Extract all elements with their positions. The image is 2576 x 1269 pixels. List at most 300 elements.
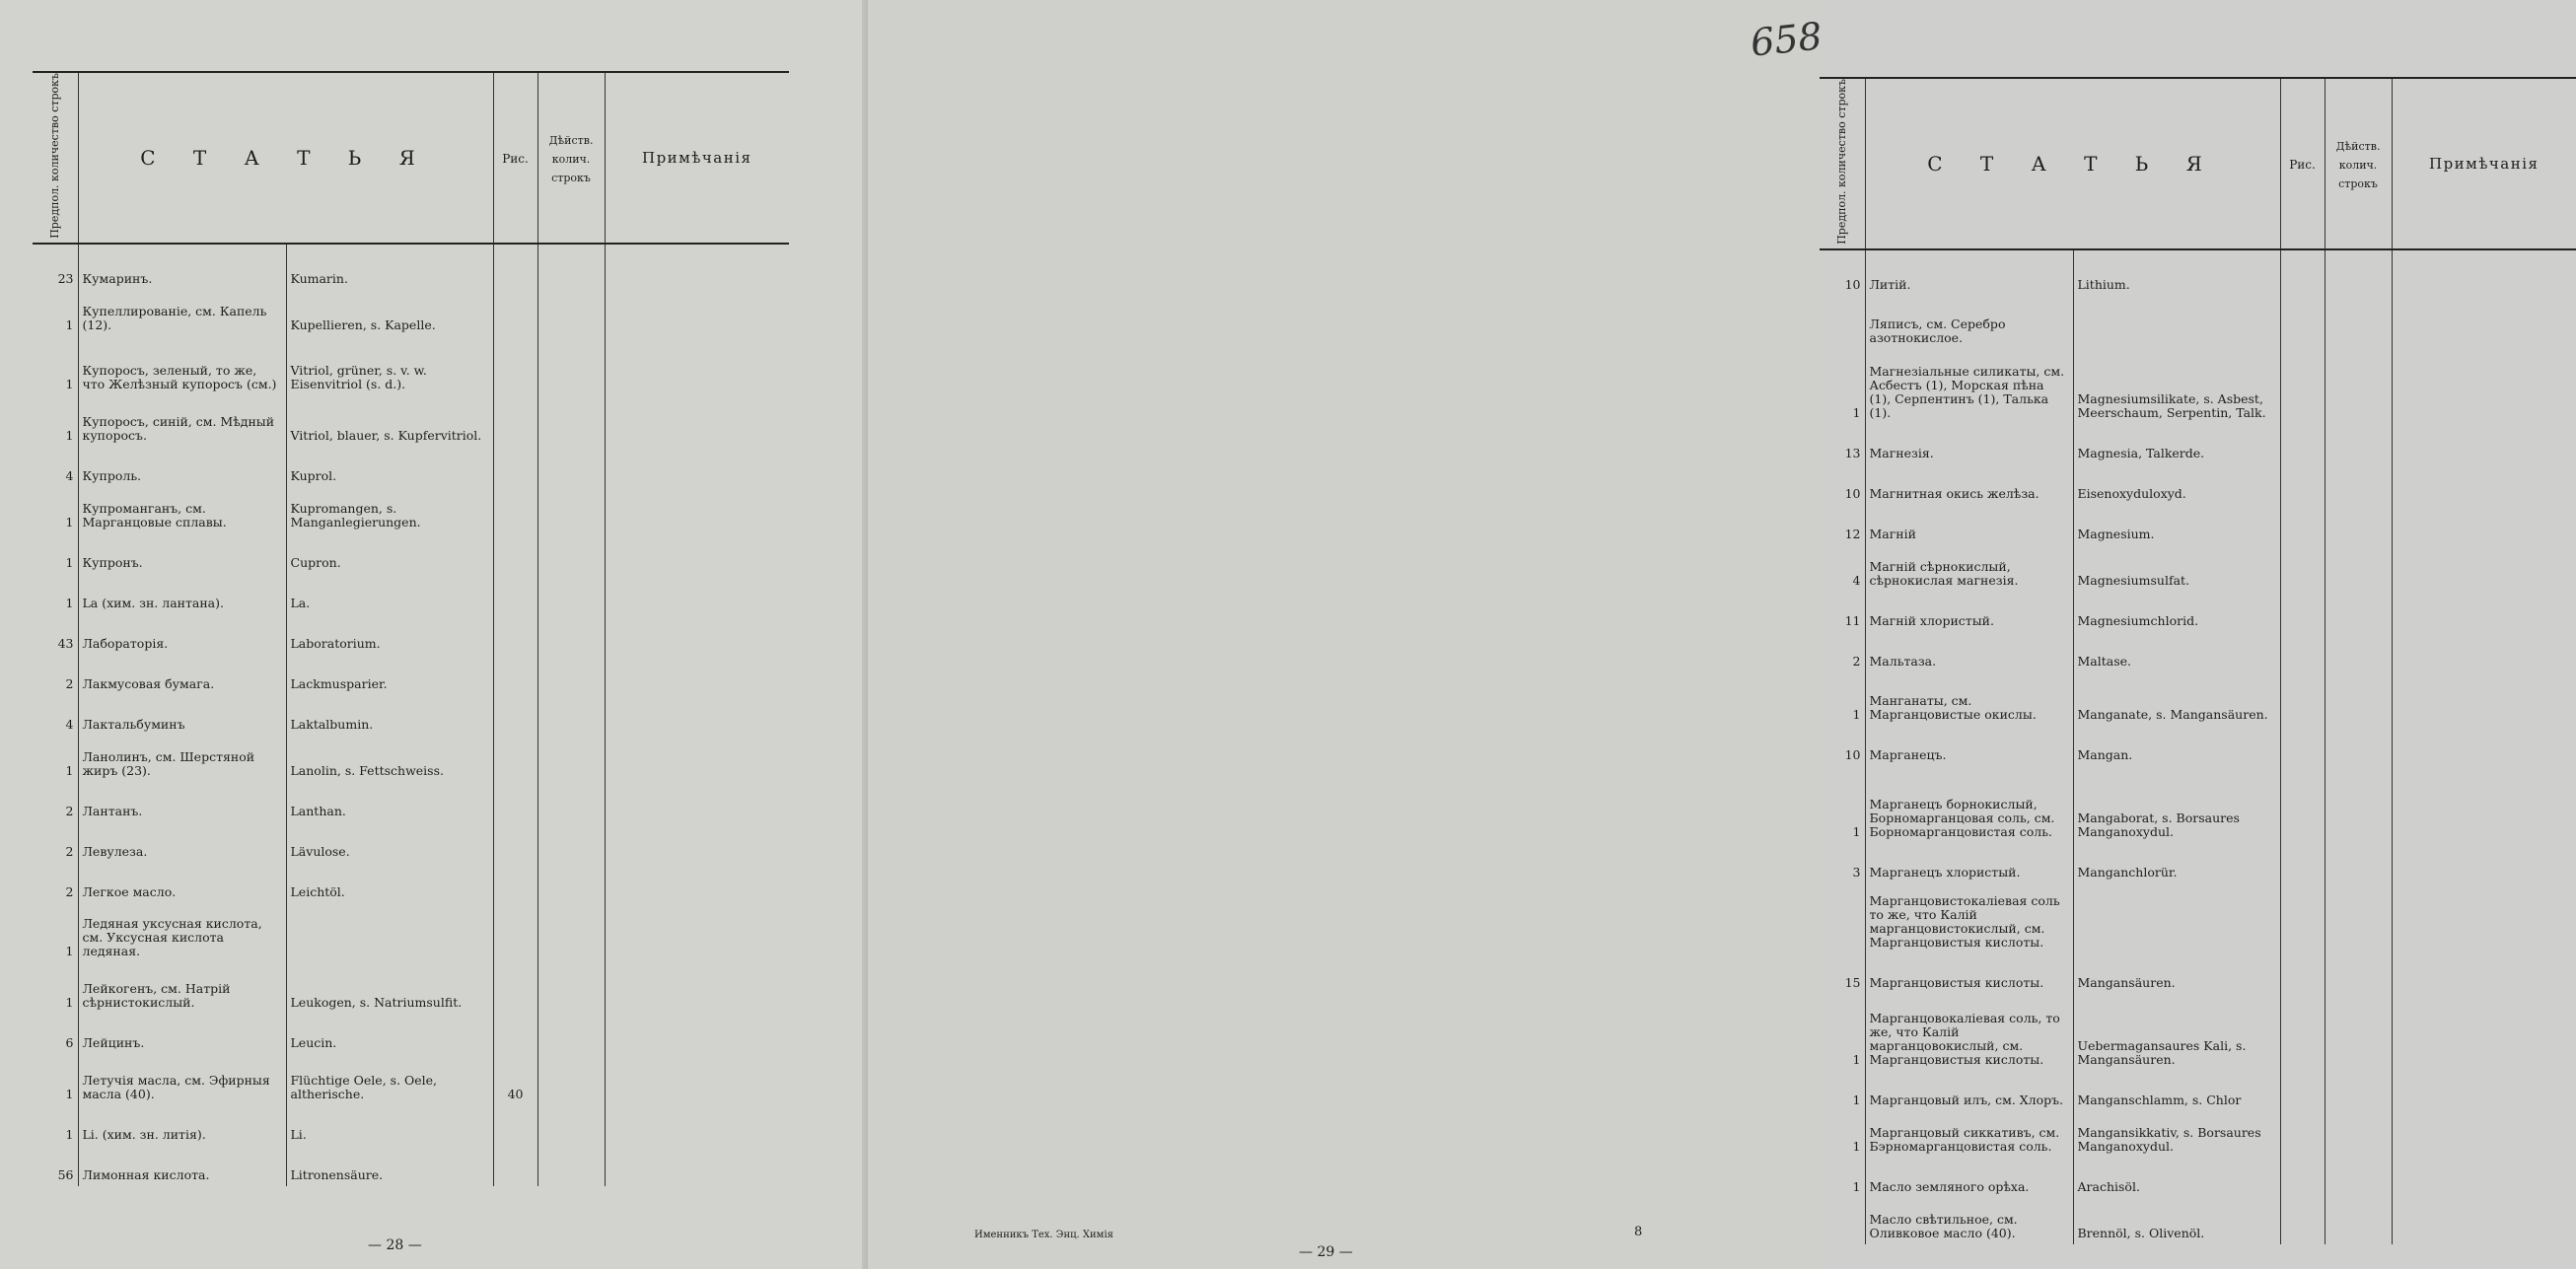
figure-cell bbox=[2280, 766, 2325, 843]
article-russian-cell: Лейцинъ. bbox=[78, 1014, 286, 1054]
figure-cell bbox=[2280, 1071, 2325, 1111]
effective-count-cell bbox=[537, 782, 605, 822]
article-german-cell: Mangan. bbox=[2073, 726, 2280, 766]
figure-cell bbox=[493, 782, 537, 822]
article-russian-cell: Магнитная окись желѣза. bbox=[1865, 464, 2073, 505]
notes-cell bbox=[605, 533, 789, 574]
article-russian-cell: La (хим. зн. лантана). bbox=[78, 574, 286, 614]
spacer-cell bbox=[2280, 249, 2325, 260]
notes-cell bbox=[2392, 260, 2576, 296]
table-row bbox=[33, 574, 789, 614]
article-german-cell: Mangansikkativ, s. Borsaures Manganoxydul. bbox=[2073, 1111, 2280, 1158]
count-cell: 2 bbox=[65, 843, 74, 859]
article-german-cell: La. bbox=[286, 574, 493, 614]
notes-cell bbox=[605, 395, 789, 447]
table-row bbox=[33, 782, 789, 822]
notes-cell bbox=[605, 962, 789, 1014]
effective-count-cell bbox=[2325, 349, 2392, 424]
article-german-cell: Kupellieren, s. Kapelle. bbox=[286, 290, 493, 336]
effective-count-cell bbox=[537, 695, 605, 736]
figure-cell bbox=[493, 962, 537, 1014]
effective-count-cell bbox=[2325, 672, 2392, 726]
spacer-cell bbox=[1820, 249, 1865, 260]
article-russian-cell: Летучія масла, см. Эфирныя масла (40). bbox=[78, 1054, 286, 1105]
effective-count-cell bbox=[537, 395, 605, 447]
notes-cell bbox=[2392, 592, 2576, 632]
figure-cell bbox=[2280, 672, 2325, 726]
count-cell: 1 bbox=[65, 762, 74, 778]
header-fig: Рис. bbox=[493, 72, 537, 244]
article-russian-cell: Магнезія. bbox=[1865, 424, 2073, 464]
spacer-cell bbox=[78, 244, 286, 254]
table-row bbox=[1820, 296, 2576, 349]
count-cell: 1 bbox=[65, 317, 74, 332]
table-row bbox=[33, 863, 789, 903]
table-row bbox=[1820, 1071, 2576, 1111]
figure-cell bbox=[493, 254, 537, 290]
effective-count-cell bbox=[537, 655, 605, 695]
effective-count-cell bbox=[537, 1105, 605, 1146]
article-russian-cell: Марганецъ хлористый. bbox=[1865, 843, 2073, 883]
article-russian-cell: Лейкогенъ, см. Натрій сѣрнистокислый. bbox=[78, 962, 286, 1014]
effective-count-cell bbox=[2325, 505, 2392, 545]
effective-count-cell bbox=[2325, 953, 2392, 994]
effective-count-cell bbox=[537, 736, 605, 782]
article-german-cell: Uebermagansaures Kali, s. Mangansäuren. bbox=[2073, 994, 2280, 1071]
table-row bbox=[33, 822, 789, 863]
notes-cell bbox=[2392, 994, 2576, 1071]
figure-cell bbox=[2280, 632, 2325, 672]
article-russian-cell: Купоросъ, синій, см. Мѣдный купоросъ. bbox=[78, 395, 286, 447]
effective-count-cell bbox=[2325, 883, 2392, 953]
notes-cell bbox=[2392, 1158, 2576, 1198]
article-german-cell: Leucin. bbox=[286, 1014, 493, 1054]
effective-count-cell bbox=[2325, 592, 2392, 632]
imprint-line: Именникъ Тех. Энц. Химія bbox=[974, 1230, 1113, 1240]
article-russian-cell: Магній bbox=[1865, 505, 2073, 545]
figure-cell bbox=[2280, 545, 2325, 592]
count-cell: 10 bbox=[1844, 485, 1861, 501]
count-cell: 12 bbox=[1844, 526, 1861, 541]
article-german-cell: Eisenoxyduloxyd. bbox=[2073, 464, 2280, 505]
article-russian-cell: Марганцовокаліевая соль, то же, что Калій марганцовокислый, см. Марганцовистыя кислоты. bbox=[1865, 994, 2073, 1071]
effective-count-cell bbox=[2325, 766, 2392, 843]
table-row bbox=[33, 447, 789, 487]
article-german-cell: Magnesium. bbox=[2073, 505, 2280, 545]
notes-cell bbox=[2392, 632, 2576, 672]
article-russian-cell: Лакмусовая бумага. bbox=[78, 655, 286, 695]
effective-count-cell bbox=[537, 574, 605, 614]
notes-cell bbox=[2392, 843, 2576, 883]
notes-cell bbox=[605, 254, 789, 290]
figure-cell bbox=[2280, 726, 2325, 766]
figure-cell bbox=[2280, 464, 2325, 505]
table-row bbox=[33, 395, 789, 447]
table-row bbox=[1820, 505, 2576, 545]
article-german-cell: Flüchtige Oele, s. Oele, altherische. bbox=[286, 1054, 493, 1105]
figure-cell bbox=[2280, 1158, 2325, 1198]
count-cell: 1 bbox=[65, 595, 74, 610]
article-russian-cell: Лимонная кислота. bbox=[78, 1146, 286, 1186]
count-cell: 13 bbox=[1844, 445, 1861, 460]
article-russian-cell: Марганецъ. bbox=[1865, 726, 2073, 766]
count-cell: 2 bbox=[65, 675, 74, 691]
table-row bbox=[33, 1146, 789, 1186]
article-russian-cell: Марганцовистыя кислоты. bbox=[1865, 953, 2073, 994]
count-cell: 4 bbox=[65, 467, 74, 483]
notes-cell bbox=[605, 1054, 789, 1105]
count-cell bbox=[1820, 296, 1865, 349]
spacer-cell bbox=[286, 244, 493, 254]
figure-cell bbox=[493, 695, 537, 736]
article-german-cell: Manganchlorür. bbox=[2073, 843, 2280, 883]
effective-count-cell bbox=[537, 447, 605, 487]
effective-count-cell bbox=[2325, 994, 2392, 1071]
figure-cell bbox=[493, 863, 537, 903]
effective-count-cell bbox=[537, 822, 605, 863]
figure-cell: 40 bbox=[493, 1054, 537, 1105]
article-russian-cell: Купронъ. bbox=[78, 533, 286, 574]
count-cell: 10 bbox=[1844, 746, 1861, 762]
notes-cell bbox=[605, 782, 789, 822]
article-german-cell: Mangansäuren. bbox=[2073, 953, 2280, 994]
table-header-row bbox=[33, 72, 789, 244]
table-row bbox=[1820, 632, 2576, 672]
notes-cell bbox=[605, 695, 789, 736]
notes-cell bbox=[605, 574, 789, 614]
table-row bbox=[1820, 464, 2576, 505]
notes-cell bbox=[605, 863, 789, 903]
count-cell: 1 bbox=[65, 554, 74, 570]
count-cell: 2 bbox=[1852, 653, 1861, 669]
header-fig: Рис. bbox=[2280, 78, 2325, 249]
notes-cell bbox=[605, 447, 789, 487]
effective-count-cell bbox=[537, 1054, 605, 1105]
figure-cell bbox=[2280, 843, 2325, 883]
page-number-right: — 29 — bbox=[1299, 1244, 1353, 1260]
article-russian-cell: Лактальбуминъ bbox=[78, 695, 286, 736]
effective-count-cell bbox=[2325, 843, 2392, 883]
table-row bbox=[33, 695, 789, 736]
header-article: С Т А Т Ь Я bbox=[1865, 78, 2280, 249]
article-german-cell: Lithium. bbox=[2073, 260, 2280, 296]
table-row bbox=[33, 903, 789, 962]
count-cell: 1 bbox=[1852, 404, 1861, 420]
figure-cell bbox=[493, 614, 537, 655]
article-russian-cell: Масло земляного орѣха. bbox=[1865, 1158, 2073, 1198]
header-count: Предпол. количество строкъ bbox=[1820, 78, 1865, 249]
figure-cell bbox=[2280, 1198, 2325, 1244]
notes-cell bbox=[2392, 883, 2576, 953]
count-cell: 2 bbox=[65, 883, 74, 899]
article-russian-cell: Ледяная уксусная кислота, см. Уксусная кислота ледяная. bbox=[78, 903, 286, 962]
effective-count-cell bbox=[2325, 260, 2392, 296]
article-german-cell: Lanthan. bbox=[286, 782, 493, 822]
count-cell: 11 bbox=[1844, 612, 1861, 628]
article-german-cell bbox=[286, 903, 493, 962]
figure-cell bbox=[493, 1146, 537, 1186]
article-german-cell: Cupron. bbox=[286, 533, 493, 574]
table-row bbox=[1820, 953, 2576, 994]
spacer-cell bbox=[537, 244, 605, 254]
table-row bbox=[33, 290, 789, 336]
article-russian-cell: Литій. bbox=[1865, 260, 2073, 296]
spacer-cell bbox=[2325, 249, 2392, 260]
effective-count-cell bbox=[537, 336, 605, 395]
spacer-cell bbox=[493, 244, 537, 254]
article-russian-cell: Манганаты, см. Марганцовистые окислы. bbox=[1865, 672, 2073, 726]
table-row bbox=[1820, 260, 2576, 296]
table-row bbox=[33, 1054, 789, 1105]
article-german-cell: Lävulose. bbox=[286, 822, 493, 863]
table-row bbox=[33, 487, 789, 533]
notes-cell bbox=[605, 1105, 789, 1146]
spacer-cell bbox=[2073, 249, 2280, 260]
count-cell: 1 bbox=[65, 514, 74, 529]
figure-cell bbox=[493, 822, 537, 863]
table-row bbox=[33, 736, 789, 782]
effective-count-cell bbox=[537, 863, 605, 903]
notes-cell bbox=[605, 336, 789, 395]
article-russian-cell: Ланолинъ, см. Шерстяной жиръ (23). bbox=[78, 736, 286, 782]
article-german-cell: Laktalbumin. bbox=[286, 695, 493, 736]
table-row bbox=[1820, 592, 2576, 632]
figure-cell bbox=[2280, 505, 2325, 545]
count-cell: 1 bbox=[1852, 1051, 1861, 1067]
figure-cell bbox=[493, 1105, 537, 1146]
article-russian-cell: Купеллированіе, см. Капель (12). bbox=[78, 290, 286, 336]
count-cell: 4 bbox=[1852, 572, 1861, 588]
notes-cell bbox=[2392, 424, 2576, 464]
notes-cell bbox=[2392, 1198, 2576, 1244]
effective-count-cell bbox=[2325, 1111, 2392, 1158]
sheet-number: 8 bbox=[1634, 1225, 1643, 1239]
count-cell: 1 bbox=[1852, 1138, 1861, 1154]
spacer-cell bbox=[605, 244, 789, 254]
effective-count-cell bbox=[537, 1146, 605, 1186]
count-cell: 1 bbox=[1852, 706, 1861, 722]
count-cell: 43 bbox=[57, 635, 74, 651]
notes-cell bbox=[605, 290, 789, 336]
effective-count-cell bbox=[537, 487, 605, 533]
notes-cell bbox=[2392, 545, 2576, 592]
count-cell bbox=[1820, 1198, 1865, 1244]
count-cell: 1 bbox=[65, 1126, 74, 1142]
article-german-cell: Kuprol. bbox=[286, 447, 493, 487]
table-row bbox=[1820, 1198, 2576, 1244]
table-row bbox=[33, 1105, 789, 1146]
effective-count-cell bbox=[537, 962, 605, 1014]
effective-count-cell bbox=[2325, 726, 2392, 766]
spacer-row bbox=[33, 244, 789, 254]
count-cell: 3 bbox=[1852, 864, 1861, 880]
effective-count-cell bbox=[2325, 1071, 2392, 1111]
notes-cell bbox=[605, 487, 789, 533]
count-cell: 1 bbox=[1852, 823, 1861, 839]
header-effective: Дѣйств. колич. строкъ bbox=[2325, 78, 2392, 249]
notes-cell bbox=[2392, 1111, 2576, 1158]
left-page bbox=[0, 0, 868, 1269]
article-russian-cell: Мальтаза. bbox=[1865, 632, 2073, 672]
article-russian-cell: Ляписъ, см. Серебро азотнокислое. bbox=[1865, 296, 2073, 349]
table-row bbox=[33, 962, 789, 1014]
table-row bbox=[33, 1014, 789, 1054]
article-russian-cell: Лабораторія. bbox=[78, 614, 286, 655]
notes-cell bbox=[2392, 296, 2576, 349]
notes-cell bbox=[605, 822, 789, 863]
table-row bbox=[1820, 726, 2576, 766]
article-german-cell: Kumarin. bbox=[286, 254, 493, 290]
effective-count-cell bbox=[537, 1014, 605, 1054]
article-german-cell: Magnesiumsulfat. bbox=[2073, 545, 2280, 592]
effective-count-cell bbox=[2325, 424, 2392, 464]
effective-count-cell bbox=[537, 614, 605, 655]
notes-cell bbox=[605, 1014, 789, 1054]
article-russian-cell: Левулеза. bbox=[78, 822, 286, 863]
article-russian-cell: Купоросъ, зеленый, то же, что Желѣзный купоросъ (см.) bbox=[78, 336, 286, 395]
table-row bbox=[1820, 994, 2576, 1071]
figure-cell bbox=[2280, 994, 2325, 1071]
count-cell: 23 bbox=[57, 270, 74, 286]
article-russian-cell: Марганецъ борнокислый, Борномарганцовая соль, см. Борномарганцовистая соль. bbox=[1865, 766, 2073, 843]
figure-cell bbox=[2280, 1111, 2325, 1158]
header-count: Предпол. количество строкъ bbox=[33, 72, 78, 244]
article-german-cell: Arachisöl. bbox=[2073, 1158, 2280, 1198]
article-german-cell bbox=[2073, 296, 2280, 349]
figure-cell bbox=[2280, 349, 2325, 424]
effective-count-cell bbox=[2325, 464, 2392, 505]
count-cell: 2 bbox=[65, 803, 74, 818]
count-cell: 1 bbox=[65, 427, 74, 443]
notes-cell bbox=[2392, 349, 2576, 424]
article-german-cell: Litronensäure. bbox=[286, 1146, 493, 1186]
count-cell: 6 bbox=[65, 1034, 74, 1050]
article-german-cell: Manganschlamm, s. Chlor bbox=[2073, 1071, 2280, 1111]
article-russian-cell: Li. (хим. зн. литія). bbox=[78, 1105, 286, 1146]
article-russian-cell: Купроль. bbox=[78, 447, 286, 487]
effective-count-cell bbox=[537, 903, 605, 962]
spacer-cell bbox=[33, 244, 78, 254]
effective-count-cell bbox=[2325, 632, 2392, 672]
article-german-cell: Vitriol, grüner, s. v. w. Eisenvitriol (s. d.). bbox=[286, 336, 493, 395]
article-german-cell: Lanolin, s. Fettschweiss. bbox=[286, 736, 493, 782]
effective-count-cell bbox=[537, 533, 605, 574]
article-german-cell: Leukogen, s. Natriumsulfit. bbox=[286, 962, 493, 1014]
count-cell: 1 bbox=[1852, 1178, 1861, 1194]
article-russian-cell: Кумаринъ. bbox=[78, 254, 286, 290]
table-row bbox=[33, 336, 789, 395]
handwritten-folio-number: 658 bbox=[1748, 14, 1825, 65]
right-page bbox=[868, 0, 2540, 1269]
left-ledger-table bbox=[33, 71, 789, 1186]
count-cell: 1 bbox=[1852, 1092, 1861, 1107]
table-row bbox=[33, 655, 789, 695]
article-russian-cell: Марганцовистокаліевая соль то же, что Калій марганцовистокислый, см. Марганцовистыя кислоты. bbox=[1865, 883, 2073, 953]
effective-count-cell bbox=[2325, 1198, 2392, 1244]
article-german-cell: Brennöl, s. Olivenöl. bbox=[2073, 1198, 2280, 1244]
notes-cell bbox=[2392, 1071, 2576, 1111]
article-german-cell: Kupromangen, s. Manganlegierungen. bbox=[286, 487, 493, 533]
effective-count-cell bbox=[2325, 545, 2392, 592]
notes-cell bbox=[2392, 464, 2576, 505]
article-german-cell: Manganate, s. Mangansäuren. bbox=[2073, 672, 2280, 726]
header-effective: Дѣйств. колич. строкъ bbox=[537, 72, 605, 244]
article-russian-cell: Магній сѣрнокислый, сѣрнокислая магнезія. bbox=[1865, 545, 2073, 592]
table-row bbox=[33, 254, 789, 290]
count-cell: 4 bbox=[65, 716, 74, 732]
spacer-cell bbox=[2392, 249, 2576, 260]
figure-cell bbox=[493, 1014, 537, 1054]
table-row bbox=[1820, 883, 2576, 953]
notes-cell bbox=[605, 655, 789, 695]
article-german-cell bbox=[2073, 883, 2280, 953]
notes-cell bbox=[605, 1146, 789, 1186]
figure-cell bbox=[2280, 296, 2325, 349]
notes-cell bbox=[605, 614, 789, 655]
notes-cell bbox=[605, 903, 789, 962]
effective-count-cell bbox=[2325, 296, 2392, 349]
figure-cell bbox=[493, 487, 537, 533]
right-ledger-table bbox=[1820, 77, 2576, 1244]
figure-cell bbox=[493, 336, 537, 395]
figure-cell bbox=[493, 447, 537, 487]
notes-cell bbox=[2392, 726, 2576, 766]
figure-cell bbox=[493, 655, 537, 695]
table-header-row bbox=[1820, 78, 2576, 249]
article-german-cell: Magnesia, Talkerde. bbox=[2073, 424, 2280, 464]
article-russian-cell: Купроманганъ, см. Марганцовые сплавы. bbox=[78, 487, 286, 533]
figure-cell bbox=[2280, 260, 2325, 296]
count-cell: 15 bbox=[1844, 974, 1861, 990]
figure-cell bbox=[493, 574, 537, 614]
article-german-cell: Leichtöl. bbox=[286, 863, 493, 903]
notes-cell bbox=[2392, 505, 2576, 545]
article-german-cell: Li. bbox=[286, 1105, 493, 1146]
table-row bbox=[1820, 766, 2576, 843]
article-german-cell: Laboratorium. bbox=[286, 614, 493, 655]
figure-cell bbox=[2280, 883, 2325, 953]
notes-cell bbox=[2392, 953, 2576, 994]
spacer-row bbox=[1820, 249, 2576, 260]
article-russian-cell: Марганцовый илъ, см. Хлоръ. bbox=[1865, 1071, 2073, 1111]
header-notes: Примѣчанія bbox=[2392, 78, 2576, 249]
article-german-cell: Maltase. bbox=[2073, 632, 2280, 672]
table-row bbox=[1820, 545, 2576, 592]
effective-count-cell bbox=[537, 254, 605, 290]
figure-cell bbox=[493, 290, 537, 336]
count-cell: 56 bbox=[57, 1166, 74, 1182]
article-german-cell: Lackmusparier. bbox=[286, 655, 493, 695]
notes-cell bbox=[2392, 766, 2576, 843]
article-russian-cell: Масло свѣтильное, см. Оливковое масло (40). bbox=[1865, 1198, 2073, 1244]
spacer-cell bbox=[1865, 249, 2073, 260]
article-russian-cell: Магній хлористый. bbox=[1865, 592, 2073, 632]
table-row bbox=[1820, 424, 2576, 464]
table-row bbox=[33, 614, 789, 655]
count-cell: 1 bbox=[65, 1086, 74, 1101]
effective-count-cell bbox=[2325, 1158, 2392, 1198]
article-german-cell: Magnesiumsilikate, s. Asbest, Meerschaum, Serpentin, Talk. bbox=[2073, 349, 2280, 424]
table-row bbox=[33, 533, 789, 574]
count-cell: 1 bbox=[65, 943, 74, 958]
notes-cell bbox=[2392, 672, 2576, 726]
table-row bbox=[1820, 1158, 2576, 1198]
page-number-left: — 28 — bbox=[368, 1237, 422, 1253]
table-row bbox=[1820, 843, 2576, 883]
table-row bbox=[1820, 672, 2576, 726]
article-german-cell: Vitriol, blauer, s. Kupfervitriol. bbox=[286, 395, 493, 447]
count-cell: 1 bbox=[65, 994, 74, 1010]
